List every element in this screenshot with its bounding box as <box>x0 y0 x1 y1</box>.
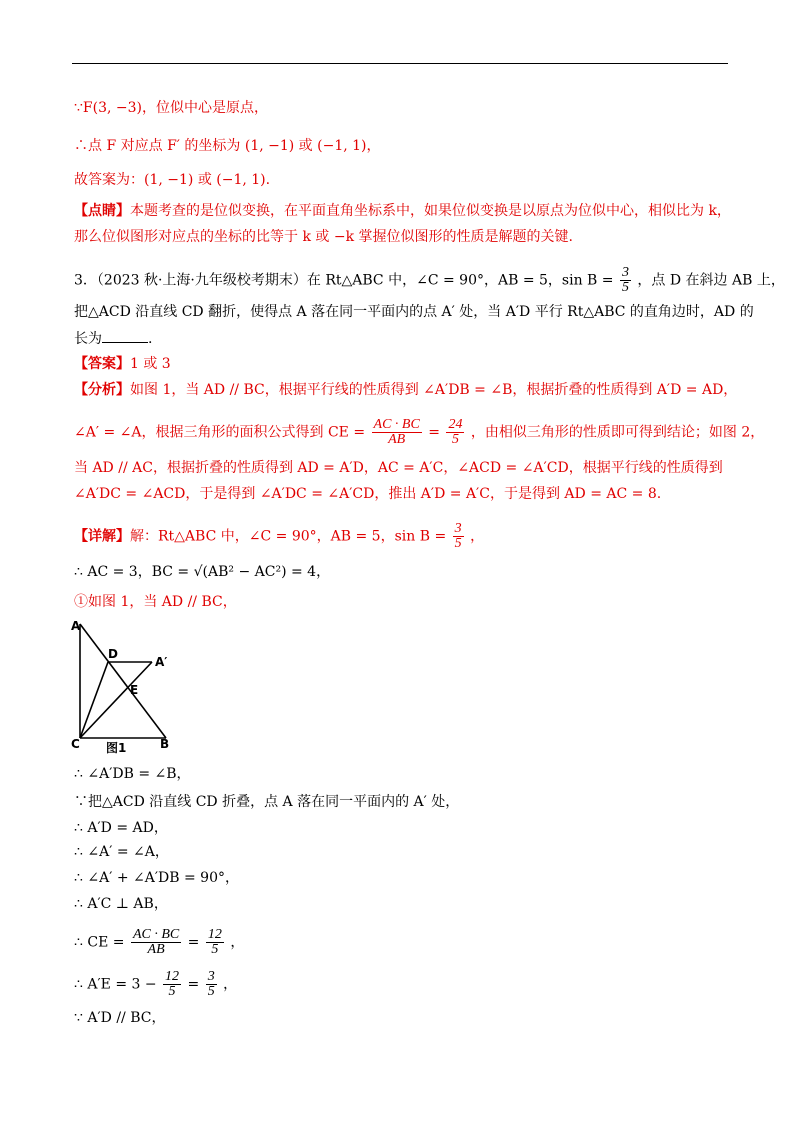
answer-section <box>74 354 171 374</box>
step-9-text-a: ∴ CE = <box>74 934 125 951</box>
question-sin-fraction <box>620 266 631 295</box>
remark-tag: 【点睛】 <box>74 203 130 219</box>
fraction-numerator: 12 <box>207 927 222 942</box>
analysis-line-4: ∠A′DC = ∠ACD，于是得到 ∠A′DC = ∠A′CD，推出 A′D = A′C，于是得到 AD = AC = 8. <box>74 486 662 502</box>
step-9-fraction-2 <box>206 928 224 957</box>
step-10 <box>74 970 237 999</box>
detail-fraction <box>453 522 464 551</box>
step-10-fraction-1 <box>163 970 181 999</box>
answer-text: 1 或 3 <box>130 356 171 372</box>
fraction-denominator: 5 <box>207 984 215 999</box>
label-c: C <box>71 737 80 751</box>
solution-line-2: ∴点 F 对应点 F′ 的坐标为 (1, −1) 或 (−1, 1)， <box>74 138 381 154</box>
fraction-numerator: AC · BC <box>132 927 180 942</box>
fraction-numerator: 24 <box>448 417 463 432</box>
edge-cd <box>80 662 108 738</box>
step-4: ∵把△ACD 沿直线 CD 折叠，点 A 落在同一平面内的 A′ 处， <box>74 794 460 810</box>
fraction-denominator: 5 <box>454 536 462 551</box>
analysis-fraction-2 <box>446 418 464 447</box>
analysis-line-1 <box>74 380 737 400</box>
step-10-text-a: ∴ A′E = 3 − <box>74 976 157 993</box>
detail-text-b: ， <box>470 528 485 545</box>
question-text-c: 长为 <box>74 331 102 347</box>
step-10-fraction-2 <box>206 970 217 999</box>
step-11: ∵ A′D // BC， <box>74 1010 166 1026</box>
fraction-denominator: 5 <box>168 984 176 999</box>
figure-caption: 图1 <box>106 741 127 755</box>
analysis-fraction-1 <box>372 418 422 447</box>
fraction-numerator: 3 <box>621 265 629 280</box>
step-10-equals: = <box>187 976 200 993</box>
triangle-figure <box>70 616 190 756</box>
fraction-denominator: 5 <box>451 432 459 447</box>
remark-line-1 <box>74 201 731 221</box>
fraction-numerator: 3 <box>454 521 462 536</box>
step-9-text-b: ， <box>230 934 245 951</box>
detail-tag: 【详解】 <box>74 528 130 545</box>
question-line-1 <box>74 266 785 295</box>
label-b: B <box>160 737 170 751</box>
edge-ca2 <box>80 662 152 738</box>
answer-tag: 【答案】 <box>74 356 130 372</box>
fraction-denominator: AB <box>388 432 406 447</box>
step-1: ∴ AC = 3，BC = √(AB² − AC²) = 4， <box>74 564 331 580</box>
label-e: E <box>130 683 139 697</box>
analysis-text-2a: ∠A′ = ∠A，根据三角形的面积公式得到 CE = <box>74 424 366 441</box>
question-line-3 <box>74 328 152 349</box>
step-3: ∴ ∠A′DB = ∠B， <box>74 766 191 782</box>
question-line-2: 把△ACD 沿直线 CD 翻折，使得点 A 落在同一平面内的点 A′ 处，当 A′D 平行 Rt△ABC 的直角边时，AD 的 <box>74 304 754 320</box>
detail-line <box>74 522 484 551</box>
analysis-line-2 <box>74 418 764 447</box>
fraction-numerator: 12 <box>165 969 180 984</box>
step-6: ∴ ∠A′ = ∠A， <box>74 844 169 860</box>
answer-line: 故答案为：(1, −1) 或 (−1, 1). <box>74 172 271 188</box>
label-a-prime: A′ <box>155 655 168 669</box>
edge-ab <box>80 624 166 738</box>
answer-blank <box>102 328 148 343</box>
step-9 <box>74 928 244 957</box>
fraction-denominator: AB <box>147 942 165 957</box>
question-end: . <box>148 331 153 347</box>
step-5: ∴ A′D = AD， <box>74 820 168 836</box>
step-2: ①如图 1，当 AD // BC， <box>74 594 237 610</box>
analysis-line-3: 当 AD // AC，根据折叠的性质得到 AD = A′D，AC = A′C，∠ACD = ∠A′CD，根据平行线的性质得到 <box>74 460 723 476</box>
step-10-text-b: ， <box>223 976 238 993</box>
question-text-b: ，点 D 在斜边 AB 上， <box>637 272 785 289</box>
fraction-denominator: 5 <box>211 942 219 957</box>
fraction-numerator: AC · BC <box>373 417 420 432</box>
fraction-numerator: 3 <box>207 969 215 984</box>
analysis-equals: = <box>428 424 440 441</box>
step-7: ∴ ∠A′ + ∠A′DB = 90°， <box>74 870 239 886</box>
solution-line-1: ∵F(3, −3)，位似中心是原点， <box>74 100 268 116</box>
analysis-text-1: 如图 1，当 AD // BC，根据平行线的性质得到 ∠A′DB = ∠B，根据折叠的性质得到 A′D = AD， <box>130 382 738 398</box>
question-text-a: 3．（2023 秋·上海·九年级校考期末）在 Rt△ABC 中，∠C = 90°，AB = 5，sin B = <box>74 272 614 289</box>
remark-line-2: 那么位似图形对应点的坐标的比等于 k 或 −k 掌握位似图形的性质是解题的关键. <box>74 229 573 245</box>
header-rule <box>72 63 728 64</box>
analysis-tag: 【分析】 <box>74 382 130 398</box>
fraction-denominator: 5 <box>621 280 629 295</box>
analysis-text-2b: ，由相似三角形的性质即可得到结论；如图 2， <box>470 424 765 441</box>
step-9-fraction-1 <box>131 928 181 957</box>
label-a: A <box>71 619 81 633</box>
remark-text-1: 本题考查的是位似变换，在平面直角坐标系中，如果位似变换是以原点为位似中心，相似比为 k， <box>130 203 731 219</box>
detail-text-a: 解：Rt△ABC 中，∠C = 90°，AB = 5，sin B = <box>130 528 447 545</box>
step-9-equals: = <box>187 934 200 951</box>
label-d: D <box>108 647 118 661</box>
step-8: ∴ A′C ⊥ AB， <box>74 896 168 912</box>
